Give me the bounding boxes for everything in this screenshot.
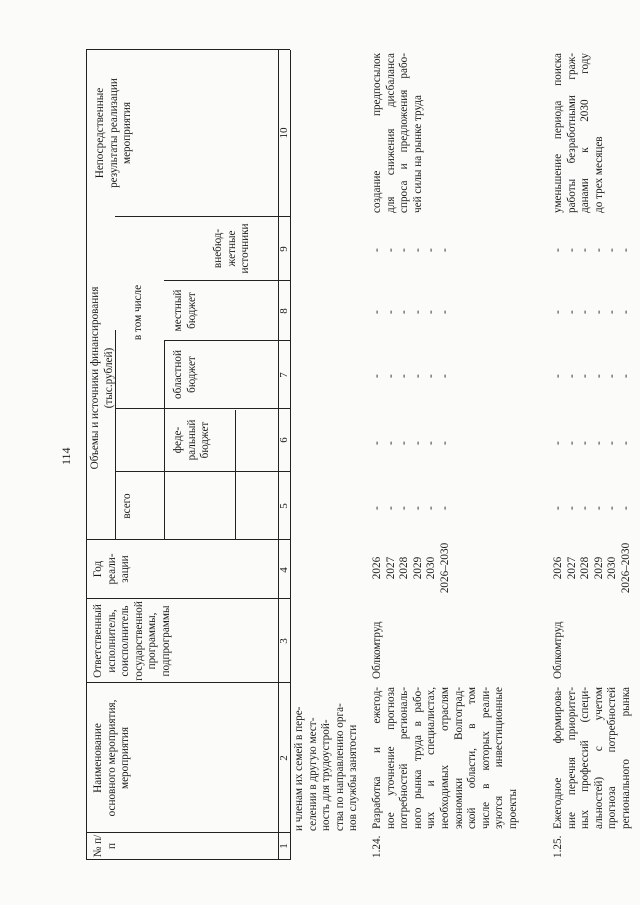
table-left-border <box>86 859 290 860</box>
row-1-25-name: Ежегодное формирова- ние перечня приоритет- ных профессий (специ- альностей) с учетом прогноза потребностей регионального рынка <box>552 687 632 829</box>
column-number-1: 1 <box>278 843 290 849</box>
row-1-24-result: создание предпосылок для снижения дисбаланса спроса и предложения рабо- чей силы на рынке труда <box>371 53 424 213</box>
row-1-25-result: уменьшение периода поиска работы безработными граж- данами к 2030 году до трех месяцев <box>552 53 605 213</box>
column-numbers-bottom-border <box>290 50 291 860</box>
row-1-25-regional: - - - - - - <box>552 374 632 378</box>
row-1-24-regional: - - - - - - <box>371 374 451 378</box>
row-1-24-extra-budget: - - - - - - <box>371 248 451 252</box>
row-1-25-local: - - - - - - <box>552 310 632 314</box>
previous-row-continuation: и членам их семей в пере- селении в другую мест- ность для трудоустрой- ства по направлению орга- нов службы занятости <box>293 703 360 831</box>
header-col10: Непосредственные результаты реализации мероприятия <box>94 78 134 188</box>
row-1-24-executor: Облкомтруд <box>371 621 383 679</box>
row-1-25-extra-budget: - - - - - - <box>552 248 632 252</box>
column-number-3: 3 <box>278 638 290 644</box>
col7-border <box>164 340 290 341</box>
row-1-25-federal: - - - - - - <box>552 441 632 445</box>
column-number-7: 7 <box>278 372 290 378</box>
column-number-10: 10 <box>278 127 290 139</box>
table-right-border <box>86 49 290 50</box>
row-1-25-number: 1.25. <box>552 835 564 858</box>
table-top-border <box>86 50 87 860</box>
col1-border <box>86 832 290 833</box>
col8-border <box>164 280 290 281</box>
row-1-24-number: 1.24. <box>371 835 383 858</box>
row-1-24-years: 2026 2027 2028 2029 2030 2026–2030 <box>371 542 451 594</box>
row-1-24-local: - - - - - - <box>371 310 451 314</box>
column-number-2: 2 <box>278 755 290 761</box>
header-col5: всего <box>121 493 133 519</box>
header-financing: Объемы и источники финансирования (тыс.рублей) <box>89 286 115 470</box>
row-1-25-years: 2026 2027 2028 2029 2030 2026–2030 <box>552 542 632 594</box>
header-bottom-border <box>278 50 279 860</box>
col2-border <box>86 682 290 683</box>
header-col4: Год реали- зации <box>92 553 132 585</box>
page-number: 114 <box>59 447 73 465</box>
header-col8: местный бюджет <box>172 289 198 332</box>
header-col1: № п/п <box>92 834 118 858</box>
row-1-24-total: - - - - - - <box>371 506 451 510</box>
column-number-9: 9 <box>278 246 290 252</box>
header-col3: Ответственный исполнитель, соисполнитель государственной программы, подпрограммы <box>92 601 172 681</box>
header-col9: внебюд- жетные источники <box>212 223 252 274</box>
subcols-divider <box>235 410 236 540</box>
col4-border <box>86 539 290 540</box>
header-col7: областной бюджет <box>172 350 198 399</box>
col5-border <box>115 471 290 472</box>
row-1-25-executor: Облкомтруд <box>552 621 564 679</box>
row-1-24-name: Разработка и ежегод- ное уточнение прогноза потребностей региональ- ного рынка труда в рабо- чих и специалистах, необходимых отраслям экономики Волгоград- ской области, в том числе в которых реали- зуются инвестиционные проекты <box>371 687 519 829</box>
col6-border <box>115 408 290 409</box>
header-col2: Наименование основного мероприятия, мероприятия <box>92 699 132 817</box>
header-col6: феде- ральный бюджет <box>172 419 212 461</box>
header-incl: в том числе <box>132 284 144 341</box>
column-number-8: 8 <box>278 308 290 314</box>
column-number-5: 5 <box>278 503 290 509</box>
col9-border <box>115 216 290 217</box>
incl-divider <box>164 340 165 540</box>
column-number-4: 4 <box>278 567 290 573</box>
row-1-24-federal: - - - - - - <box>371 441 451 445</box>
row-1-25-total: - - - - - - <box>552 506 632 510</box>
col3-border <box>86 598 290 599</box>
column-number-6: 6 <box>278 437 290 443</box>
